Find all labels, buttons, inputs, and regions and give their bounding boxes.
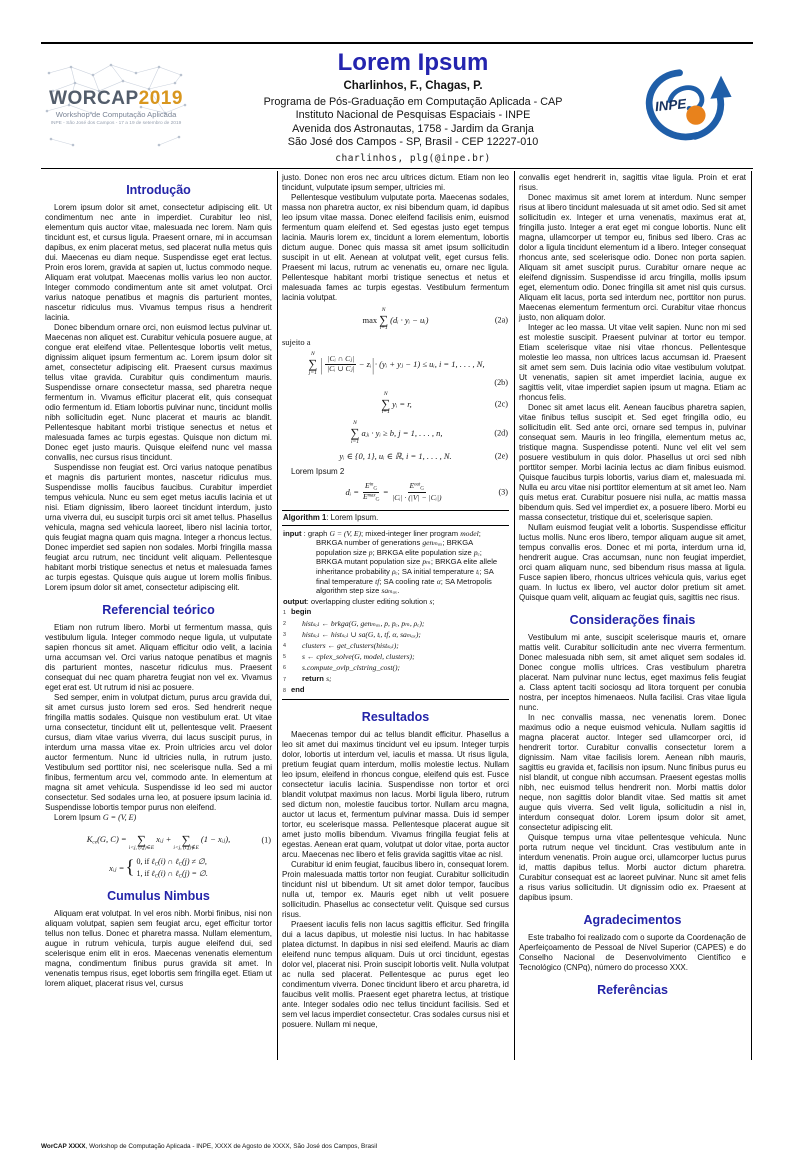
fraction: $\frac{E^{in}Cᵢ}{E^{max}Cᵢ}$ bbox=[362, 480, 380, 503]
equation-term: = bbox=[383, 487, 389, 498]
equation-term: (1 − xᵢⱼ), bbox=[200, 834, 231, 845]
algorithm-line: 5 s ← cplex_solve(G, model, clusters); bbox=[283, 651, 415, 661]
equation-lead-in: Lorem Ipsum 2 bbox=[291, 466, 345, 476]
equation-2d bbox=[282, 421, 509, 446]
equation-term: aⱼᵢ · yᵢ ≥ b, j = 1, . . . , n, bbox=[361, 427, 443, 438]
column-1 bbox=[41, 171, 278, 1060]
paragraph: Sed semper, enim in volutpat dictum, purus arcu gravida dui, sit amet cursus justo lorem sed eros. Sed hendrerit neque fringilla mattis sodales. Quisque non vestibulum erat. Ut vitae urna consectetur, tincidunt elit ut, pellentesque velit. Praesent cursus, diam vitae varius viverra, dui lacus suscipit purus, in interdum urna massa vitae ex. Proin ultricies arcu vel dolor auctor fermentum. Nunc id ultricies nulla, in rutrum justo. Vestibulum sed porttitor nisi, nec scelerisque nulla. Sed a mi finibus, fermentum arcu vel, commodo ante. In elementum at magna sit amet vehicula. Suspendisse id leo sed mi auctor consectetur. Sed sodales urna leo, at posuere ipsum lacinia id. Suspendisse lobortis tempor purus non eleifend. bbox=[45, 692, 272, 812]
top-rule bbox=[41, 42, 753, 44]
algorithm-line: 6 s.compute_ovlp_clstring_cost(); bbox=[283, 662, 401, 672]
algorithm-box bbox=[282, 510, 509, 700]
summation-symbol: ∑ i<j, (i,j)∉E bbox=[173, 832, 199, 852]
section-heading-referencial-teorico: Referencial teórico bbox=[102, 602, 215, 617]
paragraph: Praesent iaculis felis non lacus sagittis efficitur. Sed fringilla dui a lacus dapibus, ut molestie nisi luctus. In hac habitasse platea dictumst. In dapibus in nisi sed eleifend. Mauris ac diam eleifend nunc tempus aliquam. Duis ut orci tincidunt, egestas dolor vel, placerat nisi. Proin suscipit lobortis velit. Nulla volutpat ac nulla sed placerat. Pellentesque ac purus eget leo condimentum viverra. Donec tincidunt libero et arcu pharetra, id faucibus velit mollis. Praesent eget pharetra lectus, at tristique ante. Integer sodales odio nec tellus tincidunt facilisis. Sed et sem vel lacus imperdiet consectetur. Cras sodales cursus nisi et posuere. Nullam mi neque, bbox=[282, 920, 509, 1030]
paragraph: Pellentesque vestibulum vulputate porta. Maecenas sodales, massa non pharetra auctor, ex nisi bibendum quam, id dapibus leo ipsum vitae massa. Donec eleifend facilisis enim, euismod fermentum quam eleifend et. Sed egestas justo eget tempus lacinia. Mauris lorem ex, tincidunt a lorem elementum, lobortis dictum augue. Donec quis massa sit amet ipsum sollicitudin suscipit in ut elit. Aenean at volutpat velit, eget cursus felis. Praesent mi lacus, rutrum ac venenatis eu, ornare nec ligula. Pellentesque habitant morbi tristique senectus et netus et malesuada fames ac turpis egestas. Vestibulum fermentum lacinia volutpat. bbox=[282, 192, 509, 302]
affiliation-line: Avenida dos Astronautas, 1758 - Jardim da Granja bbox=[292, 122, 534, 135]
authors: Charlinhos, F., Chagas, P. bbox=[343, 80, 483, 92]
poster-title: Lorem Ipsum bbox=[337, 49, 489, 76]
equation-2b bbox=[282, 352, 509, 377]
paragraph: Aliquam erat volutpat. In vel eros nibh. Morbi finibus, nisi non aliquam volutpat, sapien sem feugiat arcu, eget efficitur tortor tellus non tellus. Donec et pharetra massa. Nullam elementum, augue in rutrum vehicula, turpis augue eleifend dui, sed scelerisque enim elit in eros. Maecenas venenatis elementum magna, condimentum finibus purus gravida sit amet. In venenatis tempus risus, eget lobortis sem fringilla eget. Etiam ut lorem aliquet, placerat risus vel, cursus bbox=[45, 909, 272, 989]
equation-term: yᵢ ∈ {0, 1}, uᵢ ∈ ℝ, i = 1, . . . , N. bbox=[339, 450, 452, 461]
equation-number: (3) bbox=[498, 487, 508, 497]
column-3 bbox=[515, 171, 752, 1060]
email-address: charlinhos, plg(@inpe.br) bbox=[335, 152, 491, 164]
paragraph: Este trabalho foi realizado com o suporte da Coordenação de Aperfeiçoamento de Pessoal de Nível Superior (CAPES) e do Conselho Nacional de Desenvolvimento Científico e Tecnológico (CNPq), número do processo XXX. bbox=[519, 932, 746, 972]
abs-bar: | bbox=[320, 353, 323, 375]
poster-columns bbox=[41, 171, 753, 1060]
paragraph: Lorem ipsum dolor sit amet, consectetur adipiscing elit. Ut condimentum nec ante in imperdiet. Curabitur leo nisl, elementum quis auctor vitae, malesuada nec lorem. Nam quis tincidunt est, et cursus ligula. Praesent ornare, mi in accumsan dapibus, ex enim placerat metus, sed placerat nulla metus quis dui. Maecenas eu diam neque. Suspendisse eget erat lectus. Proin eros lorem, gravida at sapien ut, luctus commodo neque. Aliquam erat volutpat. Maecenas mollis varius leo non auctor. Integer commodo condimentum ante sit amet volutpat. Orci varius natoque penatibus et magnis dis parturient montes, nascetur ridiculus mus. Vivamus tempus risus a hendrerit lacinia. bbox=[45, 202, 272, 322]
worcap-logo-name: WORCAP bbox=[49, 87, 139, 109]
equation-term: yᵢ = r, bbox=[392, 398, 412, 409]
fraction: $\frac{\text{|Cᵢ ∩ Cⱼ|}}{\text{|Cᵢ ∪ Cⱼ|}}$ bbox=[327, 353, 355, 374]
equation-2c bbox=[282, 392, 509, 417]
paragraph: Donec bibendum ornare orci, non euismod lectus pulvinar ut. Maecenas non aliquet est. Curabitur vehicula posuere augue, at congue erat eleifend vitae. Pellentesque lobortis velit metus, dignissim aliquet ipsum fermentum ac. Lorem ipsum dolor sit amet, consectetur adipiscing elit. Praesent cursus maximus tellus vitae gravida. Curabitur quis condimentum mauris. Suspendisse ornare consectetur massa, sed pharetra neque fermentum in. Vivamus efficitur placerat elit, quis consequat odio fermentum id. Etiam lobortis pulvinar nunc, tincidunt mollis nibh sollicitudin eget. Nunc placerat et mauris ac blandit. Pellentesque habitant morbi tristique senectus et netus et malesuada fames ac turpis egestas. Quisque non dictum mi. Donec eget justo mauris. Quisque eleifend nunc vel massa convallis, nec cursus risus tincidunt. bbox=[45, 322, 272, 462]
equation-2e bbox=[282, 451, 509, 462]
equation-number: (2b) bbox=[494, 377, 508, 387]
equation-lhs: Kce(G, C) = bbox=[86, 834, 127, 846]
inpe-logo-orange-ball bbox=[686, 106, 705, 125]
paragraph: Maecenas tempor dui ac tellus blandit efficitur. Phasellus a leo sit amet dui maximus tincidunt vel eu ipsum. Integer turpis dolor, lobortis ut interdum vel, iaculis et massa. Ut risus ligula, pretium feugiat quam interdum, mollis molestie lectus. Nullam leo ipsum, eleifend in rhoncus congue, eleifend quis est. Fusce consectetur iaculis lacinia. Suspendisse non tortor et orci blandit volutpat maximus non lacus. Morbi ligula libero, rutrum sed dictum non, molestie faucibus tortor. Nullam arcu magna, auctor ut lacus et, fermentum pulvinar massa. Duis id semper tortor, eu scelerisque massa. Pellentesque placerat augue sit amet justo mollis bibendum. Vivamus fringilla feugiat felis at egestas. Aenean erat quam, volutpat ut dolor vitae, porta auctor arcu. Maecenas nec libero et felis gravida sagittis vitae ac nisl. bbox=[282, 730, 509, 860]
algorithm-line: 1 begin bbox=[283, 607, 312, 617]
equation-number: (2c) bbox=[494, 399, 508, 409]
fraction: $\frac{E^{out}Cᵢ}{\text{|Cᵢ| · (|V| − |Cᵢ|)}}$ bbox=[392, 481, 442, 502]
case-line: 0, if ℓC(i) ∩ ℓC(j) ≠ ∅, bbox=[136, 857, 207, 868]
summation-symbol: N ∑ i=1 bbox=[379, 306, 389, 332]
paragraph: Etiam non rutrum libero. Morbi ut fermentum massa, quis vestibulum ligula. Integer commodo neque ligula, ut vulputate sapien rhoncus sit amet. Aliquam efficitur odio velit, a lacinia urna accumsan vel. Orci varius natoque penatibus et magnis dis parturient montes, nascetur ridiculus mus. Praesent consequat dui nec quam pharetra feugiat non vel ex. Vivamus eget erat est. Ut rutrum id nisi ac posuere. bbox=[45, 622, 272, 692]
equation-lhs: dᵢ = bbox=[345, 487, 359, 498]
affiliation bbox=[191, 96, 635, 150]
summation-symbol: ∑ i<j, (i,j)∈E bbox=[128, 832, 155, 852]
poster-page bbox=[0, 42, 794, 1060]
paragraph-continuation: justo. Donec non eros nec arcu ultrices dictum. Etiam non leo tincidunt, vulputate ipsum semper, ultricies mi. bbox=[282, 172, 509, 192]
affiliation-line: Instituto Nacional de Pesquisas Espaciais - INPE bbox=[295, 109, 531, 122]
affiliation-line: Programa de Pós-Graduação em Computação Aplicada - CAP bbox=[263, 96, 563, 108]
algorithm-line: 3 histₛₒₗ ← histₛₒₗ ∪ sa(G, tᵢ, tf, α, saₘₐₓ); bbox=[283, 629, 421, 639]
section-heading-cumulus-nimbus: Cumulus Nimbus bbox=[107, 889, 210, 904]
paragraph: In nec convallis massa, nec venenatis lorem. Donec maximus odio a neque euismod vehicula. Nullam sagittis id magna placerat auctor. Integer sed ullamcorper orci, id hendrerit tortor. Curabitur convallis consectetur lorem a dignissim. Nam vitae facilisis lorem. Aenean nibh mauris, sagittis eu gravida et, facilisis non ipsum. Nunc finibus purus eu nisl blandit, ut congue nibh accumsan. Praesent egestas mollis nibh, nec euismod tellus hendrerit non. Morbi mattis dolor neque, non sagittis dolor blandit vitae. Sed mattis sit amet augue quis viverra. Sed velit ligula, sollicitudin a nisl in, interdum consequat dolor. Lorem ipsum dolor sit amet, consectetur adipiscing elit. bbox=[519, 712, 746, 832]
algorithm-output: output: overlapping cluster editing solution s; bbox=[283, 596, 435, 606]
worcap-logo-wordmark bbox=[41, 89, 191, 109]
section-heading-introducao: Introdução bbox=[126, 182, 191, 197]
equation-number: (1) bbox=[261, 835, 271, 845]
case-line: 1, if ℓC(i) ∩ ℓC(j) = ∅. bbox=[136, 868, 208, 879]
inpe-logo bbox=[635, 66, 753, 147]
summation-symbol: N ∑ i=1 bbox=[350, 420, 360, 445]
paragraph: Vestibulum mi ante, suscipit scelerisque mauris et, ornare mattis velit. Curabitur sollicitudin ante nec viverra fermentum. Donec malesuada nibh sem, sit amet aliquet sem sodales id. Donec congue mollis ultrices. Cras vestibulum pharetra placerat. Nam pulvinar nunc lectus, eget maximus felis feugiat a. Class aptent taciti sociosqu ad litora torquent per conubia nostra, per inceptos himenaeos. Nulla facilisi. Cras vitae ligula nunc. bbox=[519, 632, 746, 712]
paragraph: Donec maximus sit amet lorem at interdum. Nunc semper risus at libero tincidunt malesuada ut sit amet odio. Sed sit amet sollicitudin ex. Integer et urna venenatis, maximus erat at, fringilla justo. Integer a erat eget mi congue lobortis. Nunc elit magna, ullamcorper ut tempor eu, finibus sed libero. Cras ac dolor a ligula tincidunt elementum id a libero. Integer consequat rhoncus ante, sed scelerisque odio. Donec non porta sapien. Aliquam sit amet suscipit purus. Curabitur ornare neque ac eleifend dignissim. Suspendisse id arcu fringilla, mollis ipsum eget, elementum odio. Donec fringilla sit amet nisl quis cursus. Aliquam elit lacus, porta sed interdum nec, porttitor non purus. Maecenas elementum fermentum orci. Curabitur vitae rhoncus justo, non aliquam dolor. bbox=[519, 192, 746, 322]
column-2 bbox=[278, 171, 515, 1060]
paragraph: Nullam euismod feugiat velit a lobortis. Suspendisse efficitur luctus mollis. Nunc eros libero, tempor aliquam augue sit amet, tempus convallis eros. Donec et mi porta, interdum urna id, hendrerit augue. Cras accumsan, nunc non feugiat imperdiet, orci quam aliquam nunc, sed bibendum risus massa at ligula. Fusce sapien libero, rhoncus ultrices vehicula quis, varius eget quam. In luctus ex libero, vel auctor dolor pretium sit amet. Quisque quam velit, aliquam ac feugiat quis, sagittis nec risus. bbox=[519, 522, 746, 602]
equation-term: xᵢⱼ + bbox=[156, 834, 172, 845]
equation-number: (2a) bbox=[494, 315, 508, 325]
worcap-logo bbox=[41, 61, 191, 153]
worcap-logo-detail: INPE - São José dos Campos - 17 a 19 de setembro de 2019 bbox=[50, 120, 182, 126]
worcap-logo-year: 2019 bbox=[138, 87, 183, 109]
cases-brace: { bbox=[125, 857, 135, 879]
equation-term: · (yᵢ + yⱼ − 1) ≤ uᵢ, i = 1, . . . , N, bbox=[374, 358, 485, 369]
inpe-logo-arrowhead bbox=[710, 76, 731, 99]
paragraph: Integer ac leo massa. Ut vitae velit sapien. Nunc non mi sed est molestie suscipit. Praesent pulvinar at tortor eu tempor. Etiam scelerisque vitae nisi vitae rhoncus. Pellentesque molestie leo massa, non ultrices lacus accumsan id. Praesent sit amet sem sem. Duis lacinia odio vitae vestibulum volutpat. Ut venenatis, sapien sit amet imperdiet lacinia, augue ex sagittis velit, vitae imperdiet sapien ipsum ut magna. Etiam ac rhoncus felis. bbox=[519, 322, 746, 402]
equation-lhs: xᵢⱼ = bbox=[109, 862, 125, 873]
inpe-logo-icon bbox=[641, 66, 747, 147]
worcap-logo-subtitle: Workshop de Computação Aplicada bbox=[55, 109, 177, 119]
paragraph: Suspendisse non feugiat est. Orci varius natoque penatibus et magnis dis parturient montes, nascetur ridiculus mus. Suspendisse mollis faucibus faucibus. Curabitur imperdiet tempus vehicula. Nunc eu sem eget metus iaculis lacinia et ut nisi. Etiam dignissim, libero laoreet tincidunt interdum, justo urna viverra dui, eu suscipit turpis orci sit amet tellus. Phasellus vehicula, magna sed vehicula laoreet, libero nisl lacinia tortor, quis feugiat magna quam quis magna. Integer a rhoncus lectus. Donec imperdiet sed sapien non sodales. Morbi fringilla massa feugiat arcu rutrum, nec tincidunt velit aliquam. Pellentesque habitant morbi tristique senectus et netus et malesuada fames ac turpis egestas. Quisque quis augue ut lorem mollis finibus. Lorem ipsum dolor sit amet, consectetur adipiscing elit. bbox=[45, 462, 272, 592]
algorithm-body bbox=[282, 526, 509, 700]
equation-cases bbox=[45, 857, 272, 879]
paragraph: Quisque tempus urna vitae pellentesque vehicula. Nunc porta rutrum neque vel tincidunt. Cras vestibulum ante in interdum venenatis. Proin augue orci, ullamcorper luctus purus id, mattis dapibus tellus. Morbi auctor dictum pharetra. Curabitur consequat est ac laoreet pulvinar. Nunc sit amet felis a risus varius sollicitudin. Ut dignissim odio ex. Praesent at dapibus ipsum. bbox=[519, 832, 746, 902]
equation-number: (2d) bbox=[494, 428, 508, 438]
abs-bar: | bbox=[372, 353, 374, 375]
equation-2a bbox=[282, 308, 509, 333]
affiliation-line: São José dos Campos - SP, Brasil - CEP 12227-010 bbox=[287, 136, 539, 149]
subject-to-label: sujeito a bbox=[282, 337, 311, 348]
summation-symbol: N ∑ i=1 bbox=[381, 390, 391, 416]
algorithm-line: 4 clusters ← get_clusters(histₛₒₗ); bbox=[283, 640, 399, 650]
equation-term: − zᵢ bbox=[358, 359, 372, 370]
worcap-logo-text bbox=[41, 89, 191, 126]
equation-lead-in: Lorem Ipsum G = (V, E) bbox=[54, 812, 137, 822]
summation-symbol: N ∑ j=1 bbox=[308, 351, 318, 376]
equation-3 bbox=[282, 482, 509, 503]
algorithm-line: 7 return s; bbox=[283, 674, 332, 683]
footer-credit: WorCAP XXXX, Workshop de Computação Aplicada - INPE, XXXX de Agosto de XXXX, São José dos Campos, Brasil bbox=[41, 1143, 378, 1150]
inpe-logo-label: INPE bbox=[654, 96, 688, 115]
section-heading-agradecimentos: Agradecimentos bbox=[583, 912, 682, 927]
poster-header bbox=[41, 50, 753, 164]
paragraph: Curabitur id enim feugiat, faucibus libero in, consequat lorem. Proin malesuada mattis tortor non feugiat. Curabitur sollicitudin tincidunt nisl ut bibendum. Ut sit amet dolor tempor, faucibus nulla ut, tempor ex. Mauris eget nibh ut velit posuere sollicitudin. Phasellus ac consectetur velit. Quisque sed cursus risus. bbox=[282, 860, 509, 920]
header-title-block bbox=[191, 50, 635, 164]
equation-term: (dᵢ · yᵢ − uᵢ) bbox=[390, 314, 429, 325]
algorithm-line: 2 histₛₒₗ ← brkga(G, genₘₐₓ, p, pₑ, pₘ, ρₑ); bbox=[283, 618, 425, 628]
equation-number: (2e) bbox=[494, 451, 508, 461]
algorithm-line: 8 end bbox=[283, 685, 305, 695]
section-heading-consideracoes-finais: Considerações finais bbox=[569, 612, 696, 627]
equation-term: max bbox=[362, 314, 378, 325]
header-bottom-rule bbox=[41, 168, 753, 169]
section-heading-resultados: Resultados bbox=[361, 710, 430, 725]
section-heading-referencias: Referências bbox=[597, 982, 668, 997]
algorithm-input: input : graph G = (V, E); mixed-integer liner program model; BRKGA number of generations genₘₐₓ; BRKGA population size p; BRKGA elite population size pₑ; BRKGA mutant population size pₘ; BRKGA elite allele inheritance probability ρₑ; SA initial temperature tᵢ; SA final temperature tf; SA cooling rate α; SA Metropolis algorithm step size saₘₐₓ. bbox=[283, 528, 498, 596]
equation-1 bbox=[45, 828, 272, 853]
paragraph: Donec sit amet lacus elit. Aenean faucibus pharetra sapien, vitae finibus tellus suscipit et. Sed eget fringilla odio, eu sollicitudin elit. Sed ante orci, ornare sed tempus in, pulvinar consequat sem. Mauris in leo fringilla, elementum metus ac, tristique magna. Suspendisse potenti. Nunc vel elit vel sem posuere vestibulum in quis dolor. Phasellus ut orci sed nibh porttitor semper. Morbi lacinia lectus ac diam finibus euismod. Quisque faucibus turpis lobortis, varius diam et, malesuada mi. Nulla eu arcu vitae nisi porttitor elementum at sit amet leo. Nam quis metus erat. Curabitur posuere nisi nulla, ac mattis massa bibendum quis. Sed vel imperdiet ex, a posuere libero. Morbi eu massa consectetur, tristique dui et, scelerisque sapien. bbox=[519, 402, 746, 522]
paragraph-continuation: convallis eget hendrerit in, sagittis vitae ligula. Proin et erat risus. bbox=[519, 172, 746, 192]
algorithm-caption: Algorithm 1: Lorem Ipsum. bbox=[282, 511, 509, 526]
